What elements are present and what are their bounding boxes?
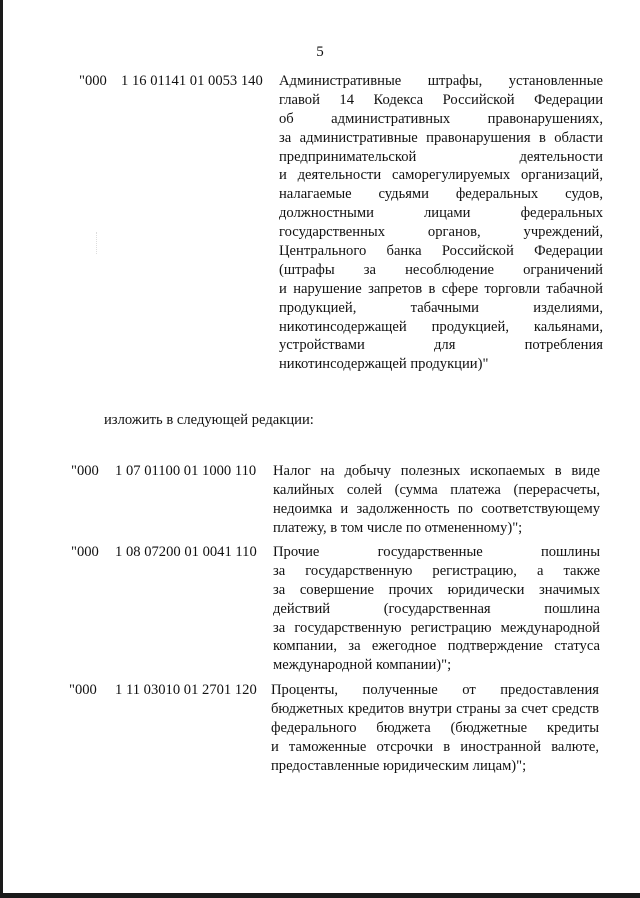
description-line: за совершение прочих юридически значимых [273, 581, 600, 598]
description-line: налагаемые судьями федеральных судов, [279, 186, 603, 203]
description-line: Проценты, полученные от предоставления [271, 682, 599, 698]
description-line: за административные правонарушения в области [279, 129, 603, 146]
description-line: никотинсодержащей продукции)" [279, 356, 489, 373]
description-line: компании, за ежегодное подтверждение статуса [273, 638, 600, 655]
entry-prefix: "000 [71, 544, 99, 560]
entry-prefix: "000 [71, 463, 99, 479]
description-line: Центрального банка Российской Федерации [279, 243, 603, 260]
page-edge-left [0, 0, 3, 898]
description-line: за государственную регистрацию международной [273, 619, 600, 636]
description-line: бюджетных кредитов внутри страны за счет средств [271, 700, 599, 717]
entry-description [273, 543, 600, 675]
entry-description [273, 462, 600, 538]
description-line: главой 14 Кодекса Российской Федерации [279, 91, 603, 108]
entry-description [271, 681, 599, 775]
page-edge-bottom [0, 893, 640, 898]
description-line: калийных солей (сумма платежа (перерасчеты, [273, 481, 600, 498]
entry-prefix: "000 [69, 682, 97, 698]
description-line: Налог на добычу полезных ископаемых в виде [273, 463, 600, 479]
description-line: должностными лицами федеральных [279, 205, 603, 222]
description-line: недоимка и задолженность по соответствующему [273, 500, 600, 517]
instruction-text: изложить в следующей редакции: [104, 412, 314, 428]
description-line: продукцией, табачными изделиями, [279, 299, 603, 316]
description-line: и таможенные отсрочки в иностранной валюте, [271, 738, 599, 755]
description-line: и нарушение запретов в сфере торговли табачной [279, 280, 603, 297]
entry-prefix: "000 [79, 73, 107, 89]
description-line: предоставленные юридическим лицам)"; [271, 757, 527, 774]
entry-code: 1 16 01141 01 0053 140 [121, 73, 263, 89]
page-number: 5 [316, 44, 324, 60]
description-line: предпринимательской деятельности [279, 148, 603, 165]
entry-code: 1 07 01100 01 1000 110 [115, 463, 257, 479]
description-line: международной компании)"; [273, 657, 452, 674]
description-line: об административных правонарушениях, [279, 110, 603, 127]
description-line: Административные штрафы, установленные [279, 73, 603, 89]
description-line: за государственную регистрацию, а также [273, 562, 600, 579]
entry-code: 1 11 03010 01 2701 120 [115, 682, 257, 698]
description-line: государственных органов, учреждений, [279, 224, 603, 241]
description-line: действий (государственная пошлина [273, 600, 600, 617]
description-line: никотинсодержащей продукцией, кальянами, [279, 318, 603, 335]
description-line: (штрафы за несоблюдение ограничений [279, 261, 603, 278]
scan-artifact [96, 232, 105, 254]
description-line: Прочие государственные пошлины [273, 544, 600, 560]
description-line: платежу, в том числе по отмененному)"; [273, 519, 523, 536]
entry-code: 1 08 07200 01 0041 110 [115, 544, 257, 560]
entry-description [279, 72, 603, 374]
description-line: федерального бюджета (бюджетные кредиты [271, 719, 599, 736]
description-line: устройствами для потребления [279, 337, 603, 354]
description-line: и деятельности саморегулируемых организаций, [279, 167, 603, 184]
